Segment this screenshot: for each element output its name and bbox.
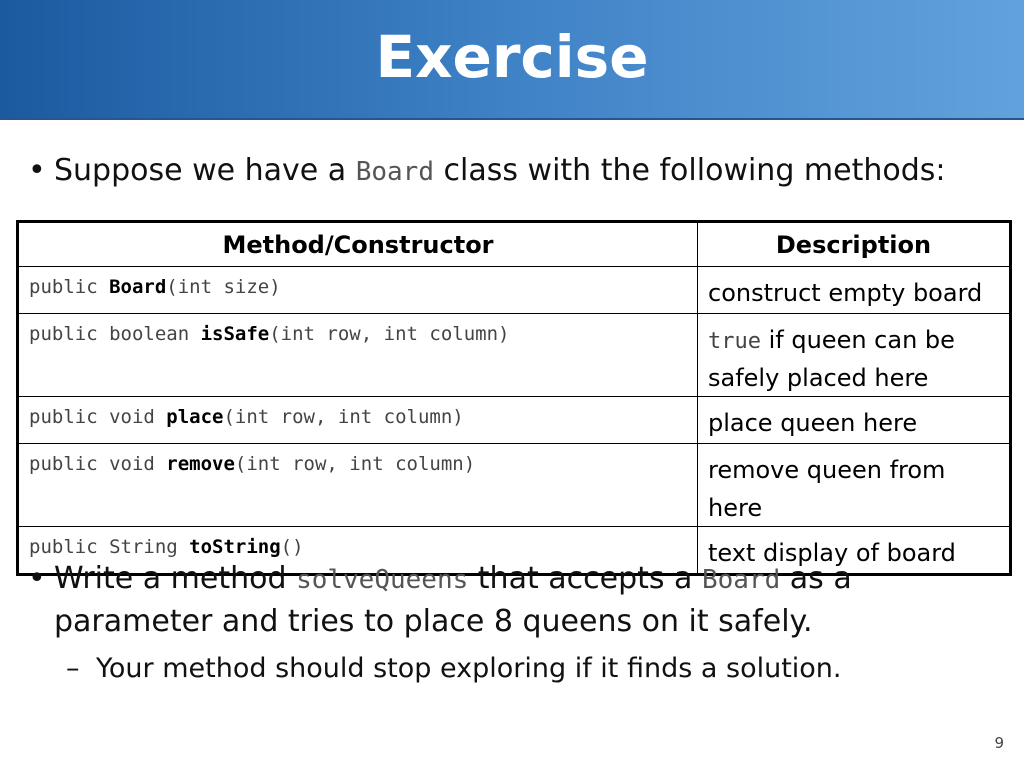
bullet-text-before: Write a method [54, 561, 297, 596]
method-name: toString [189, 536, 281, 558]
signature-params: (int size) [166, 276, 281, 298]
signature-params: (int row, int column) [234, 453, 476, 475]
method-signature [18, 267, 698, 314]
sub-bullet-stop-exploring [66, 650, 842, 688]
methods-table [16, 220, 1012, 576]
table-row [18, 444, 1011, 527]
header-method-constructor: Method/Constructor [18, 222, 698, 267]
description-code: true [708, 329, 761, 354]
signature-prefix: public void [29, 406, 167, 428]
page-number: 9 [994, 734, 1004, 752]
slide-title: Exercise [375, 23, 649, 91]
signature-params: () [280, 536, 304, 558]
signature-params: (int row, int column) [223, 406, 464, 428]
sub-bullet-text: Your method should stop exploring if it finds a solution. [96, 653, 842, 684]
bullet-text-mid: that accepts a [468, 561, 702, 596]
method-description [698, 444, 1011, 527]
signature-prefix: public String [29, 536, 190, 558]
title-bar [0, 0, 1024, 120]
method-signature [18, 444, 698, 527]
bullet-text-after: class with the following methods: [434, 153, 946, 188]
method-name: place [166, 406, 224, 428]
method-name: isSafe [200, 323, 270, 345]
description-text: text display of board [708, 539, 956, 567]
table-row [18, 397, 1011, 444]
description-text: construct empty board [708, 279, 983, 307]
bullet-board-class [28, 150, 988, 193]
method-description [698, 314, 1011, 397]
description-text: if queen can be safely placed here [708, 326, 955, 392]
bullet-solve-queens [28, 558, 988, 643]
method-signature [18, 397, 698, 444]
bullet-code-board: Board [701, 565, 781, 595]
bullet-text-before: Suppose we have a [54, 153, 356, 188]
signature-prefix: public [29, 276, 110, 298]
sub-bullet-marker: – [66, 653, 80, 684]
table-row [18, 314, 1011, 397]
method-name: Board [109, 276, 167, 298]
bullet-continuation: parameter and tries to place 8 queens on it safely. [54, 604, 813, 639]
method-description [698, 397, 1011, 444]
bullet-code-board: Board [355, 157, 434, 187]
table-row [18, 267, 1011, 314]
bullet-marker: • [28, 153, 46, 188]
method-signature [18, 314, 698, 397]
method-name: remove [166, 453, 235, 475]
signature-prefix: public void [29, 453, 167, 475]
bullet-text-after: as a [780, 561, 852, 596]
description-text: remove queen from here [708, 456, 946, 522]
bullet-marker: • [28, 561, 46, 596]
bullet-code-solvequeens: solveQueens [296, 565, 469, 595]
description-text: place queen here [708, 409, 918, 437]
signature-params: (int row, int column) [269, 323, 510, 345]
signature-prefix: public boolean [29, 323, 201, 345]
header-description: Description [698, 222, 1011, 267]
method-description [698, 267, 1011, 314]
table-header-row [18, 222, 1011, 267]
